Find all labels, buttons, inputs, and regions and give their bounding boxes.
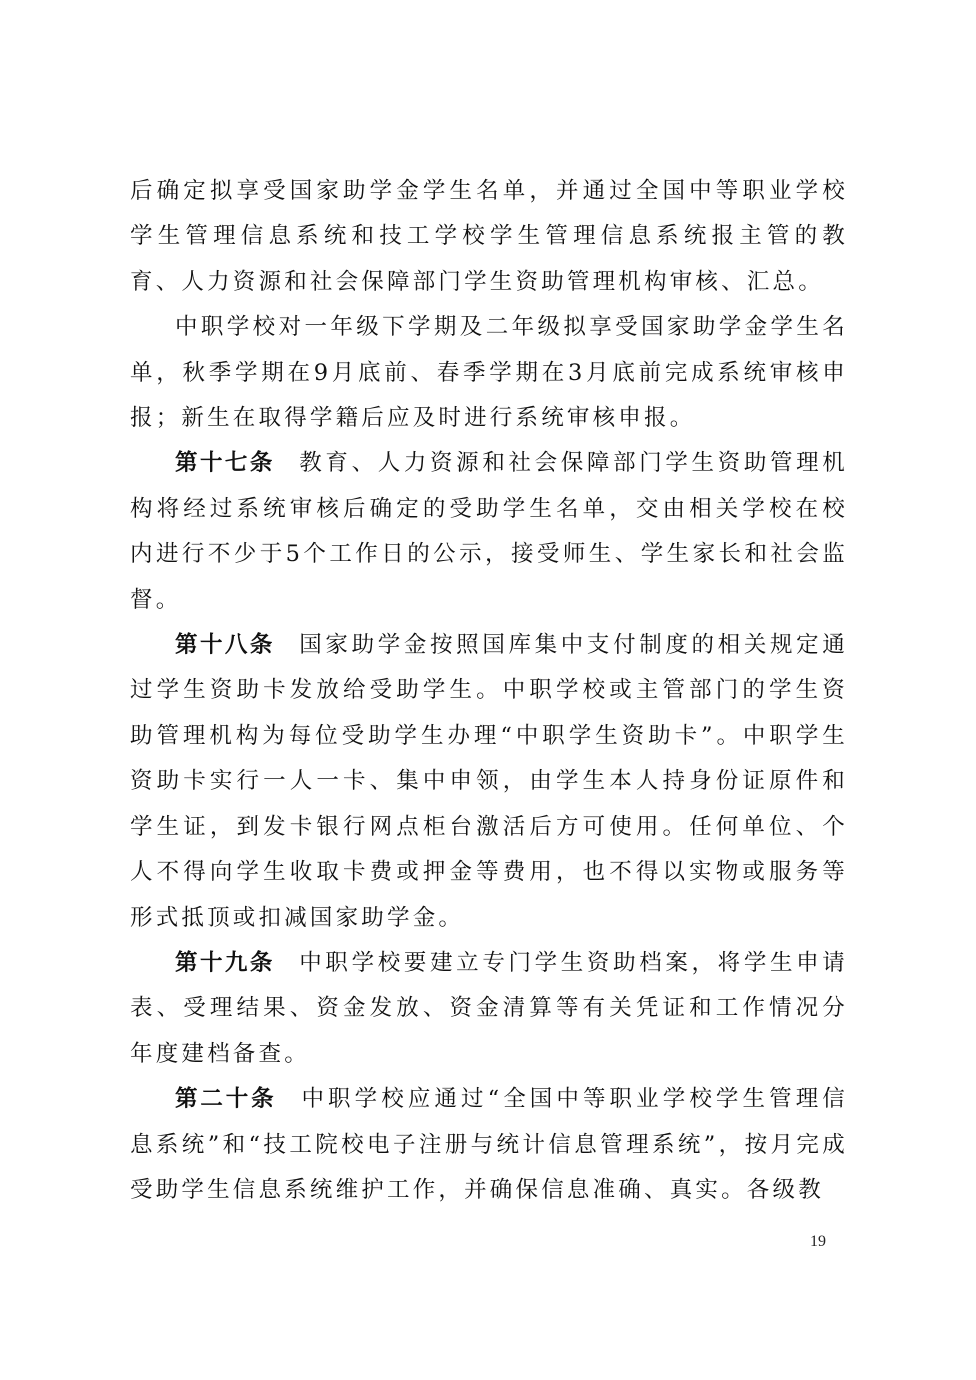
page-number: 19 bbox=[810, 1233, 826, 1250]
article-title: 第十九条 bbox=[175, 949, 275, 976]
article-title: 第十七条 bbox=[175, 450, 275, 477]
article-title: 第二十条 bbox=[175, 1086, 277, 1113]
paragraph-text: 中职学校对一年级下学期及二年级拟享受国家助学金学生名单，秋季学期在9月底前、春季学期在3月底前完成系统审核申报；新生在取得学籍后应及时进行系统审核申报。 bbox=[130, 314, 848, 432]
paragraph-continued bbox=[130, 169, 848, 305]
paragraph-text: 后确定拟享受国家助学金学生名单，并通过全国中等职业学校学生管理信息系统和技工学校学生管理信息系统报主管的教育、人力资源和社会保障部门学生资助管理机构审核、汇总。 bbox=[130, 178, 848, 295]
article-text: 教育、人力资源和社会保障部门学生资助管理机构将经过系统审核后确定的受助学生名单，交由相关学校在校内进行不少于5个工作日的公示，接受师生、学生家长和社会监督。 bbox=[130, 450, 848, 613]
article-19 bbox=[130, 941, 848, 1077]
article-18 bbox=[130, 623, 848, 941]
article-text: 中职学校应通过“全国中等职业学校学生管理信息系统”和“技工院校电子注册与统计信息管理系统”，按月完成受助学生信息系统维护工作，并确保信息准确、真实。各级教 bbox=[130, 1086, 848, 1203]
paragraph-application-deadline bbox=[130, 305, 848, 441]
article-17 bbox=[130, 441, 848, 623]
body-text bbox=[130, 169, 848, 1213]
article-text: 国家助学金按照国库集中支付制度的相关规定通过学生资助卡发放给受助学生。中职学校或主管部门的学生资助管理机构为每位受助学生办理“中职学生资助卡”。中职学生资助卡实行一人一卡、集中申领，由学生本人持身份证原件和学生证，到发卡银行网点柜台激活后方可使用。任何单位、个人不得向学生收取卡费或押金等费用，也不得以实物或服务等形式抵顶或扣减国家助学金。 bbox=[130, 632, 848, 931]
article-20 bbox=[130, 1077, 848, 1213]
article-text: 中职学校要建立专门学生资助档案，将学生申请表、受理结果、资金发放、资金清算等有关凭证和工作情况分年度建档备查。 bbox=[130, 949, 848, 1067]
article-title: 第十八条 bbox=[175, 632, 275, 659]
